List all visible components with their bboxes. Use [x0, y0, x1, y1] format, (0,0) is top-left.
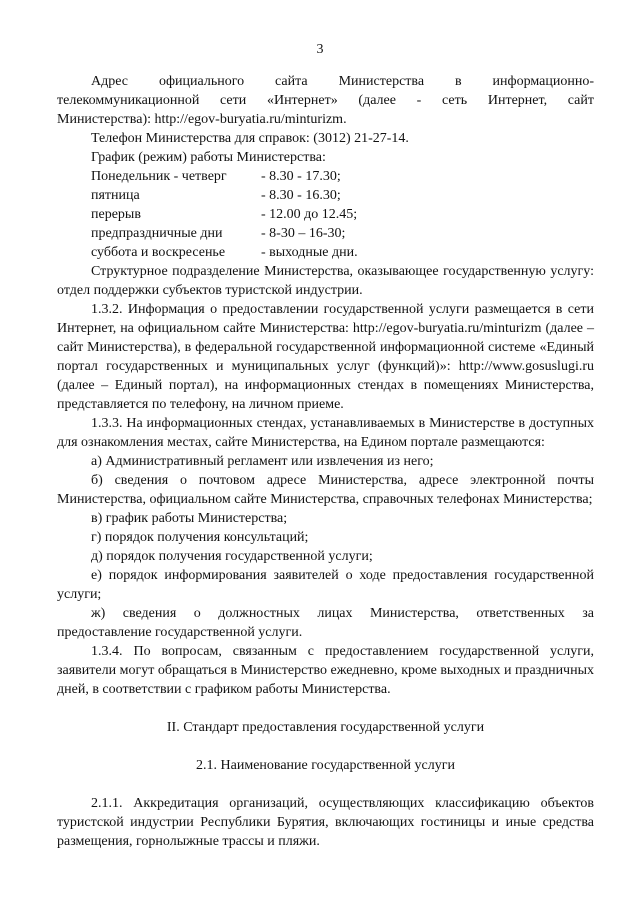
paragraph-2-1-1: 2.1.1. Аккредитация организаций, осуществляющих классификацию объектов туристской индустрии Республики Бурятия, включающих гостиницы и иные средства размещения, горнолыжные трассы и пляжи.	[57, 796, 594, 849]
schedule-time: - выходные дни.	[261, 245, 358, 260]
structural-unit-paragraph: Структурное подразделение Министерства, оказывающее государственную услугу: отдел поддержки субъектов туристской индустрии.	[57, 264, 594, 298]
phone-line: Телефон Министерства для справок: (3012) 21-27-14.	[91, 131, 409, 146]
list-item-a: а) Административный регламент или извлечения из него;	[91, 454, 434, 469]
schedule-day: перерыв	[91, 207, 141, 222]
page-number: 3	[316, 42, 324, 57]
schedule-row	[91, 167, 594, 186]
list-item-zh: ж) сведения о должностных лицах Министерства, ответственных за предоставление государственной услуги.	[57, 606, 594, 640]
schedule-time: - 8-30 – 16-30;	[261, 226, 346, 241]
schedule-time: - 12.00 до 12.45;	[261, 207, 358, 222]
schedule-day: суббота и воскресенье	[91, 245, 226, 260]
list-item-b: б) сведения о почтовом адресе Министерства, адресе электронной почты Министерства, официальном сайте Министерства, справочных телефонах Министерства;	[57, 473, 594, 507]
schedule-row	[91, 243, 594, 262]
list-item-v: в) график работы Министерства;	[91, 511, 288, 526]
paragraph-1-3-4: 1.3.4. По вопросам, связанным с предоставлением государственной услуги, заявители могут обращаться в Министерство ежедневно, кроме выходных и праздничных дней, в соответствии с графиком работы Министерства.	[57, 644, 594, 697]
paragraph-1-3-3: 1.3.3. На информационных стендах, устанавливаемых в Министерстве в доступных для ознакомления местах, сайте Министерства, на Едином портале размещаются:	[57, 416, 594, 450]
schedule-row	[91, 186, 594, 205]
schedule-day: пятница	[91, 188, 140, 203]
address-line-1: Адрес официального сайта Министерства в информационно-	[91, 74, 594, 89]
schedule-table	[91, 167, 594, 262]
document-body	[57, 72, 594, 851]
schedule-time: - 8.30 - 16.30;	[261, 188, 341, 203]
address-line-2: телекоммуникационной сети «Интернет» (далее - сеть Интернет, сайт	[57, 93, 594, 108]
schedule-time: - 8.30 - 17.30;	[261, 169, 341, 184]
schedule-row	[91, 224, 594, 243]
subsection-title: 2.1. Наименование государственной услуги	[196, 758, 455, 773]
section-title: II. Стандарт предоставления государственной услуги	[166, 720, 485, 735]
address-line-3: Министерства): http://egov-buryatia.ru/minturizm.	[57, 112, 347, 127]
schedule-row	[91, 205, 594, 224]
list-item-d: д) порядок получения государственной услуги;	[91, 549, 373, 564]
list-item-e: е) порядок информирования заявителей о ходе предоставления государственной услуги;	[57, 568, 594, 602]
list-item-g: г) порядок получения консультаций;	[91, 530, 309, 545]
schedule-day: предпраздничные дни	[91, 226, 223, 241]
paragraph-1-3-2: 1.3.2. Информация о предоставлении государственной услуги размещается в сети Интернет, на официальном сайте Министерства: http://egov-buryatia.ru/minturizm (далее – сайт Министерства), в федеральной государственной информационной системе «Единый портал государственных и муниципальных услуг (функций)»: http://www.gosuslugi.ru (далее – Единый портал), на информационных стендах в помещениях Министерства, представляется по телефону, на личном приеме.	[57, 302, 594, 412]
schedule-day: Понедельник - четверг	[91, 169, 227, 184]
schedule-title: График (режим) работы Министерства:	[91, 150, 326, 165]
